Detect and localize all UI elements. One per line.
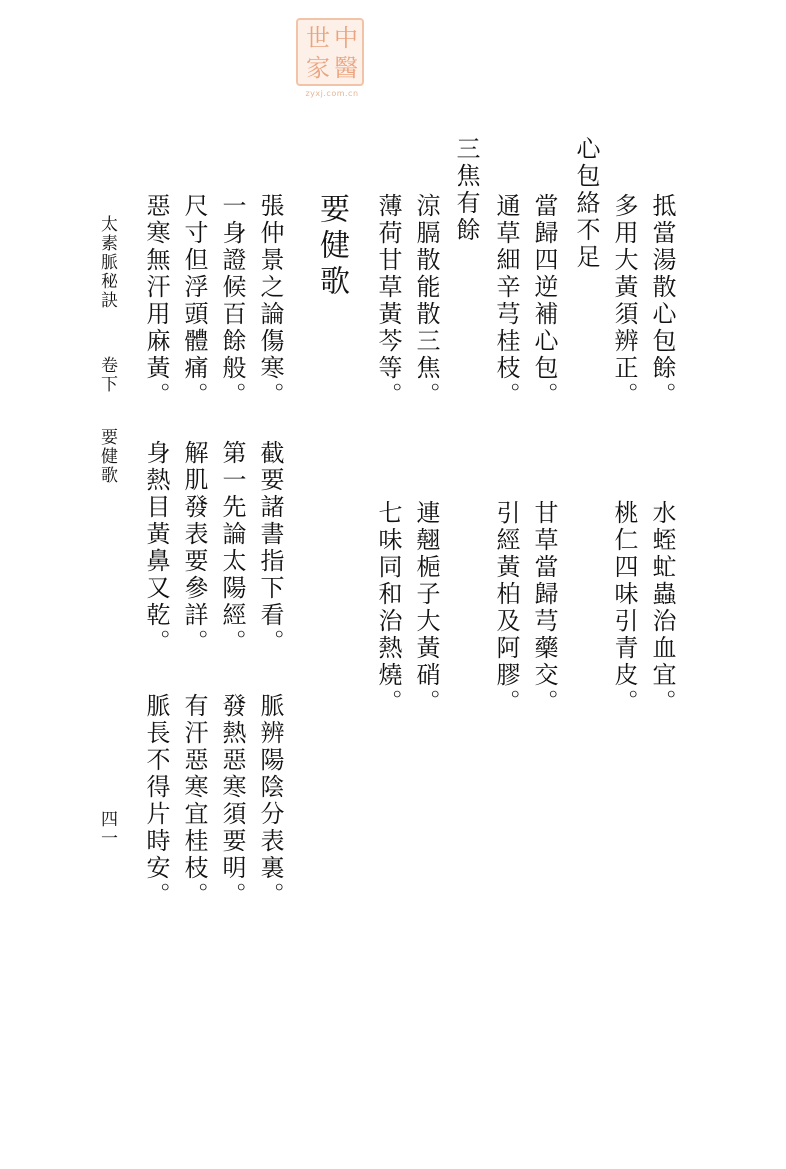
verse-line: 薄荷甘草黃芩等。 xyxy=(374,193,402,409)
verse-line: 水蛭虻蟲治血宜。 xyxy=(648,500,676,716)
verse-line: 七味同和治熱燒。 xyxy=(374,500,402,716)
verse-line: 涼膈散能散三焦。 xyxy=(412,193,440,409)
watermark-logo xyxy=(296,18,368,100)
watermark-char: 中 xyxy=(334,24,358,52)
verse-line: 發熱惡寒須要明。 xyxy=(218,693,246,909)
verse-line: 身熱目黃鼻又乾。 xyxy=(142,440,170,656)
verse-line: 一身證候百餘般。 xyxy=(218,193,246,409)
verse-line: 通草細辛芎桂枝。 xyxy=(492,193,520,409)
verse-line: 解肌發表要參詳。 xyxy=(180,440,208,656)
verse-line: 多用大黃須辨正。 xyxy=(610,193,638,409)
watermark-char: 醫 xyxy=(334,54,358,82)
page-number: 四一 xyxy=(97,810,117,848)
book-title: 太素脈秘訣 xyxy=(97,215,117,310)
watermark-char: 家 xyxy=(306,54,330,82)
verse-line: 連翹梔子大黃硝。 xyxy=(412,500,440,716)
verse-line: 張仲景之論傷寒。 xyxy=(256,193,284,409)
verse-line: 脈辨陽陰分表裏。 xyxy=(256,693,284,909)
chapter-title: 要健歌 xyxy=(314,193,349,301)
volume-label: 卷下 xyxy=(97,356,117,394)
watermark-url: zyxj.com.cn xyxy=(305,89,359,98)
verse-line: 當歸四逆補心包。 xyxy=(530,193,558,409)
verse-line: 甘草當歸芎藥交。 xyxy=(530,500,558,716)
section-heading: 三焦有餘 xyxy=(452,136,480,244)
section-heading: 心包絡不足 xyxy=(572,136,600,271)
verse-line: 第一先論太陽經。 xyxy=(218,440,246,656)
watermark-char: 世 xyxy=(306,24,330,52)
watermark-seal xyxy=(296,18,364,86)
verse-line: 截要諸書指下看。 xyxy=(256,440,284,656)
verse-line: 抵當湯散心包餘。 xyxy=(648,193,676,409)
verse-line: 有汗惡寒宜桂枝。 xyxy=(180,693,208,909)
verse-line: 尺寸但浮頭體痛。 xyxy=(180,193,208,409)
verse-line: 脈長不得片時安。 xyxy=(142,693,170,909)
verse-line: 桃仁四味引青皮。 xyxy=(610,500,638,716)
verse-line: 惡寒無汗用麻黃。 xyxy=(142,193,170,409)
verse-line: 引經黃柏及阿膠。 xyxy=(492,500,520,716)
section-label: 要健歌 xyxy=(97,428,117,485)
